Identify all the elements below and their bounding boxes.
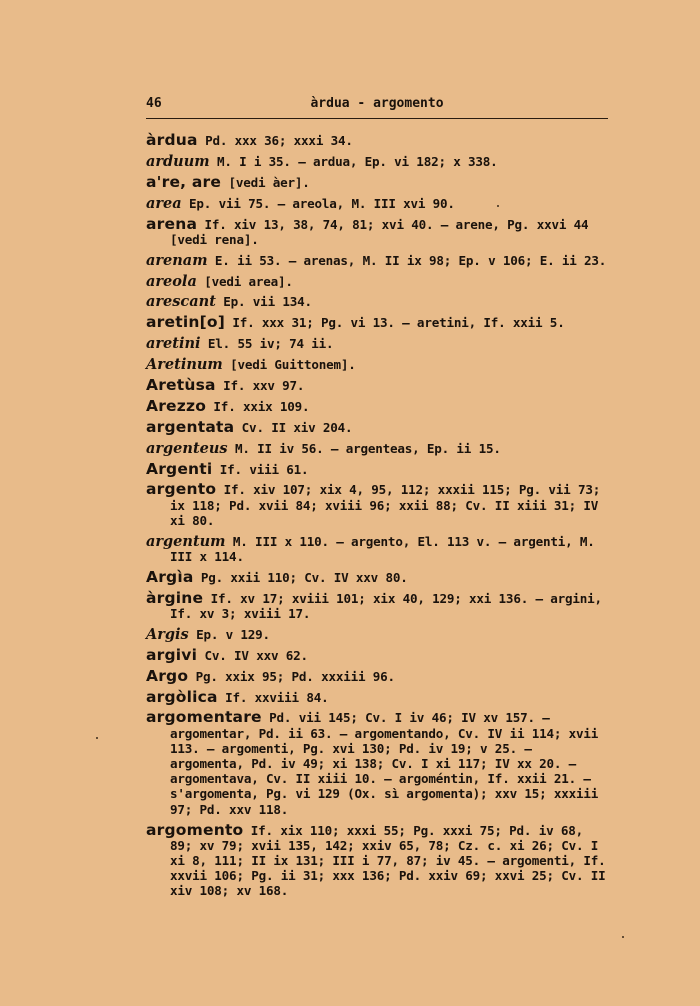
entry-references: If. xxviii 84. [217,689,329,705]
entry-references: Ep. vii 134. [215,294,312,310]
entry-references: Ep. vii 75. – areola, M. III xvi 90. [181,195,455,211]
entry-lemma: Argis [146,625,189,643]
dictionary-entry [146,315,608,330]
entry-references: Pg. xxii 110; Cv. IV xxv 80. [193,569,408,585]
entry-references: El. 55 iv; 74 ii. [200,336,334,352]
page-header [146,96,608,116]
entry-lemma: arduum [146,152,210,170]
entry-lemma: aretini [146,335,201,353]
entry-references: If. xxx 31; Pg. vi 13. – aretini, If. xxii 5. [225,315,565,331]
entry-references: Pg. xxix 95; Pd. xxxiii 96. [188,668,395,684]
dictionary-entry [146,666,608,685]
entry-references: Pd. xxx 36; xxxi 34. [197,133,353,148]
page-running-title: àrdua - argomento [310,96,444,111]
entry-lemma: area [146,194,182,212]
dictionary-entry [146,459,608,478]
entry-lemma: areola [146,272,197,290]
entry-lemma: Arezzo [146,396,207,415]
entry-lemma: argomento [146,820,244,839]
entry-references: If. viii 61. [212,461,309,477]
entry-references: [vedi àer]. [221,174,310,190]
entry-references: Pd. vii 145; Cv. I iv 46; IV xv 157. – argomentar, Pd. ii 63. – argomentando, Cv. IV ii 114; xvii 113. – argomenti, Pg. xvi 130; Pd. iv 19; v 25. – argomenta, Pd. iv 49; xi 138; Cv. I xi 117; IV xx 20. – argomentava, Cv. II xiii 10. – argoméntin, If. xxii 21. – s'argomenta, Pg. vi 129 (Ox. sì argomenta); xxv 15; xxxiii 97; Pd. xxv 118. [170,710,599,817]
entry-lemma: Argenti [146,459,213,478]
dictionary-entry [146,274,608,289]
entry-references: [vedi area]. [196,273,293,289]
dictionary-entry [146,378,608,393]
dictionary-entry [146,172,608,191]
entry-references: [vedi Guittonem]. [222,357,356,373]
entry-lemma: argomentare [146,708,262,727]
entry-lemma: arenam [146,251,208,269]
entry-references: If. xix 110; xxxi 55; Pg. xxxi 75; Pd. iv 68, 89; xv 79; xvii 135, 142; xxiv 65, 78; Cz. c. xi 26; Cv. I xi 8, 111; II ix 131; III i 77, 87; iv 45. – argomenti, If. xxvii 106; Pg. ii 31; xxx 136; Pd. xxiv 69; xxvi 25; Cv. II xiv 108; xv 168. [170,822,606,899]
dictionary-entry [146,294,608,309]
entry-lemma: Aretinum [146,356,223,374]
dictionary-entry [146,588,608,621]
dictionary-entry [146,820,608,899]
dictionary-entry [146,441,608,456]
dictionary-entry [146,253,608,268]
paper-speck [622,936,624,938]
dictionary-entry [146,687,608,706]
paper-speck [497,205,499,207]
entry-references: If. xxix 109. [206,398,310,414]
dictionary-entry [146,396,608,415]
entry-lemma: argentum [146,532,226,550]
entry-lemma: argento [146,480,217,499]
entry-references: Cv. II xiv 204. [234,419,353,435]
entry-lemma: a're, are [146,172,222,191]
dictionary-entry [146,645,608,664]
entry-lemma: àrdua [146,131,198,149]
entry-lemma: àrgine [146,588,204,607]
dictionary-entry [146,214,608,247]
entry-references: M. I i 35. – ardua, Ep. vi 182; x 338. [209,153,498,169]
entry-references: If. xiv 107; xix 4, 95, 112; xxxii 115; Pg. vii 73; ix 118; Pd. xvii 84; xviii 96; xxii 88; Cv. II xiii 31; IV xi 80. [170,482,601,528]
paper-speck [96,737,98,739]
entry-references: M. II iv 56. – argenteas, Ep. ii 15. [227,440,501,456]
dictionary-entry [146,196,608,211]
entry-lemma: Argo [146,666,189,685]
dictionary-entry [146,336,608,351]
page-number: 46 [146,96,162,111]
dictionary-entry [146,627,608,642]
dictionary-entry [146,710,608,816]
dictionary-entry [146,567,608,586]
entry-lemma: argentata [146,417,235,436]
entry-lemma: argivi [146,645,198,664]
dictionary-entry [146,482,608,528]
dictionary-entry [146,133,608,148]
entry-references: If. xv 17; xviii 101; xix 40, 129; xxi 136. – argini, If. xv 3; xviii 17. [170,590,602,621]
entry-lemma: arescant [146,293,216,311]
entry-references: M. III x 110. – argento, El. 113 v. – argenti, M. III x 114. [170,533,595,564]
entry-lemma: argòlica [146,687,218,706]
entry-references: Ep. v 129. [188,626,270,642]
entry-lemma: aretin[o] [146,313,225,332]
entry-lemma: Argìa [146,567,194,586]
entry-list [146,133,608,904]
dictionary-entry [146,357,608,372]
header-rule [146,118,608,119]
entry-lemma: arena [146,214,198,233]
entry-lemma: argenteus [146,439,228,457]
dictionary-entry [146,534,608,564]
entry-references: E. ii 53. – arenas, M. II ix 98; Ep. v 106; E. ii 23. [207,252,607,268]
entry-lemma: Aretùsa [146,376,216,394]
dictionary-entry [146,154,608,169]
entry-references: If. xiv 13, 38, 74, 81; xvi 40. – arene, Pg. xxvi 44 [vedi rena]. [170,216,589,247]
entry-references: If. xxv 97. [215,378,305,393]
entry-references: Cv. IV xxv 62. [197,647,308,663]
dictionary-entry [146,417,608,436]
